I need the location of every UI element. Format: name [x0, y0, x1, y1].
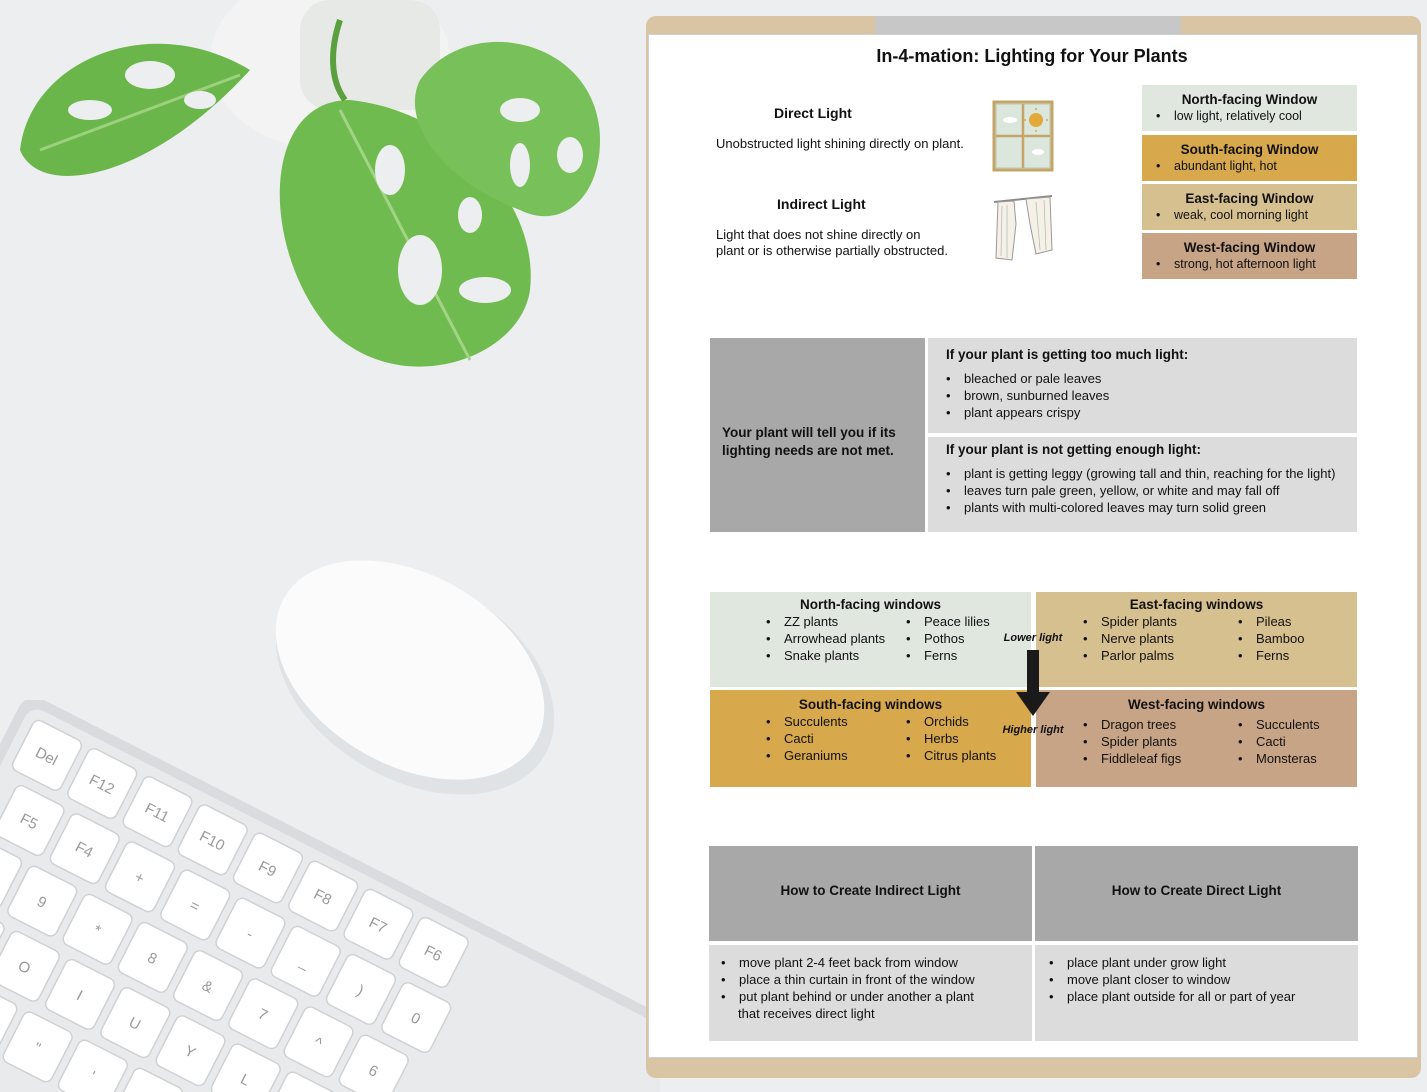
list-item: • Parlor palms [1083, 647, 1220, 664]
symptoms-intro-line1: Your plant will tell you if its [722, 425, 896, 440]
list-item: • Geraniums [766, 747, 896, 764]
list-item: • Bamboo [1238, 630, 1304, 647]
indirect-howto-header [709, 846, 1032, 941]
window-summary-title: South-facing Window [1180, 142, 1319, 157]
keyboard-key-legend: U [125, 1013, 144, 1034]
east-plants-title: East-facing windows [1129, 597, 1264, 612]
indirect-light-label: Indirect Light [777, 196, 866, 212]
window-summary-north [1142, 85, 1357, 131]
keyboard-key-legend: F5 [17, 810, 41, 834]
direct-light-label: Direct Light [774, 105, 852, 121]
list-item: • Cacti [1238, 733, 1320, 750]
keyboard-key-legend: 8 [144, 949, 160, 969]
light-gradient-arrow-icon [1016, 650, 1050, 716]
list-item: • Ferns [906, 647, 990, 664]
list-item: • ZZ plants [766, 613, 896, 630]
direct-howto-body [1035, 945, 1358, 1041]
keyboard-key-legend: L [237, 1070, 253, 1090]
curtain-icon [992, 194, 1056, 262]
list-item: • Pileas [1238, 613, 1304, 630]
list-item: • plant is getting leggy (growing tall and thin, reaching for the light) [946, 465, 1357, 482]
lower-light-label: Lower light [1003, 632, 1063, 644]
list-item: • leaves turn pale green, yellow, or white and may fall off [946, 482, 1357, 499]
window-summary-desc: strong, hot afternoon light [1174, 257, 1316, 271]
keyboard-key-legend: 9 [34, 892, 50, 912]
keyboard-key-legend: ) [354, 982, 367, 1000]
direct-howto-header [1035, 846, 1358, 941]
window-summary-south [1142, 135, 1357, 181]
window-summary-title: West-facing Window [1183, 240, 1316, 255]
clipboard-clip [875, 16, 1181, 34]
west-plants-cell [1036, 690, 1357, 787]
keyboard-key-legend: ^ [310, 1034, 325, 1053]
window-summary-desc: low light, relatively cool [1174, 109, 1302, 123]
keyboard-key-legend: I [73, 987, 86, 1005]
keyboard-key-legend: & [199, 977, 216, 997]
window-summary-west [1142, 233, 1357, 279]
monstera-plant-photo [0, 0, 640, 400]
indirect-howto-body [709, 945, 1032, 1041]
keyboard-key-legend: Y [181, 1042, 199, 1062]
list-item: • Spider plants [1083, 733, 1220, 750]
direct-light-desc: Unobstructed light shining directly on plant. [716, 136, 964, 151]
keyboard-key-legend: F12 [86, 771, 117, 799]
north-plants-title: North-facing windows [800, 597, 941, 612]
too-much-light-cell [928, 338, 1357, 433]
keyboard-key-legend: F4 [72, 838, 96, 862]
list-item: • plant appears crispy [946, 404, 1357, 421]
symptoms-intro-cell [710, 338, 925, 532]
list-item: • bleached or pale leaves [946, 370, 1357, 387]
keyboard-key-legend: * [90, 921, 104, 940]
indirect-howto-continuation: that receives direct light [738, 1006, 875, 1021]
indirect-light-desc-2: plant or is otherwise partially obstructed. [716, 243, 948, 258]
higher-light-label: Higher light [1002, 724, 1064, 736]
list-item: • Ferns [1238, 647, 1304, 664]
direct-howto-title: How to Create Direct Light [1111, 883, 1282, 898]
list-item: • Nerve plants [1083, 630, 1220, 647]
keyboard-photo [0, 700, 660, 1092]
indirect-light-desc-1: Light that does not shine directly on [716, 227, 921, 242]
list-item: • Arrowhead plants [766, 630, 896, 647]
keyboard-key-legend: F7 [366, 914, 390, 938]
list-item: • Monsteras [1238, 750, 1320, 767]
list-item: • Orchids [906, 713, 996, 730]
keyboard-key-legend: F8 [310, 885, 335, 909]
keyboard-key-legend: = [186, 896, 203, 916]
list-item: • place plant outside for all or part of year [1049, 988, 1358, 1005]
list-item: • Citrus plants [906, 747, 996, 764]
not-enough-light-cell [928, 437, 1357, 532]
list-item: • place plant under grow light [1049, 954, 1358, 971]
keyboard-key-legend: F10 [196, 827, 228, 855]
window-summary-desc: weak, cool morning light [1174, 208, 1309, 222]
list-item: • Succulents [766, 713, 896, 730]
direct-howto-list [1035, 954, 1358, 1005]
list-item: • put plant behind or under another a plant [721, 988, 1032, 1005]
keyboard-key-legend: + [131, 868, 148, 888]
list-item: • Snake plants [766, 647, 896, 664]
indirect-howto-list [709, 954, 1032, 1005]
list-item: • brown, sunburned leaves [946, 387, 1357, 404]
list-item: • move plant 2-4 feet back from window [721, 954, 1032, 971]
not-enough-light-heading: If your plant is not getting enough light: [946, 442, 1201, 457]
list-item: • Peace lilies [906, 613, 990, 630]
keyboard-key-legend: " [30, 1039, 44, 1058]
list-item: • Cacti [766, 730, 896, 747]
list-item: • place a thin curtain in front of the window [721, 971, 1032, 988]
list-item: • move plant closer to window [1049, 971, 1358, 988]
window-summary-east [1142, 184, 1357, 230]
north-plants-cell [710, 592, 1031, 687]
window-summary-title: East-facing Window [1185, 191, 1314, 206]
keyboard-key-legend: 6 [365, 1061, 381, 1081]
list-item: • Dragon trees [1083, 716, 1220, 733]
window-summary-title: North-facing Window [1181, 92, 1318, 107]
keyboard-key-legend: O [15, 957, 34, 978]
keyboard-key-legend: 0 [407, 1009, 424, 1029]
window-summary-desc: abundant light, hot [1174, 159, 1277, 173]
list-item: • Fiddleleaf figs [1083, 750, 1220, 767]
list-item: • plants with multi-colored leaves may turn solid green [946, 499, 1357, 516]
keyboard-key-legend: F11 [141, 799, 172, 827]
list-item: • Spider plants [1083, 613, 1220, 630]
indirect-howto-title: How to Create Indirect Light [780, 883, 961, 898]
list-item: • Pothos [906, 630, 990, 647]
page-title: In-4-mation: Lighting for Your Plants [876, 46, 1188, 66]
south-plants-title: South-facing windows [798, 697, 943, 712]
keyboard-key-legend: F6 [421, 942, 445, 966]
keyboard-key-legend: _ [297, 953, 313, 973]
too-much-light-list [946, 370, 1357, 421]
list-item: • Herbs [906, 730, 996, 747]
sunny-window-icon [992, 100, 1054, 172]
west-plants-title: West-facing windows [1127, 697, 1265, 712]
south-plants-cell [710, 690, 1031, 787]
keyboard-key-legend: F9 [255, 857, 279, 881]
symptoms-intro-line2: lighting needs are not met. [722, 443, 894, 458]
list-item: • Succulents [1238, 716, 1320, 733]
keyboard-key-legend: 7 [255, 1005, 271, 1025]
keyboard-key-legend: - [243, 925, 256, 944]
too-much-light-heading: If your plant is getting too much light: [946, 347, 1189, 362]
not-enough-light-list [946, 465, 1357, 516]
keyboard-key-legend: Del [32, 744, 61, 770]
keyboard-key-legend: ' [87, 1068, 98, 1085]
east-plants-cell [1036, 592, 1357, 687]
